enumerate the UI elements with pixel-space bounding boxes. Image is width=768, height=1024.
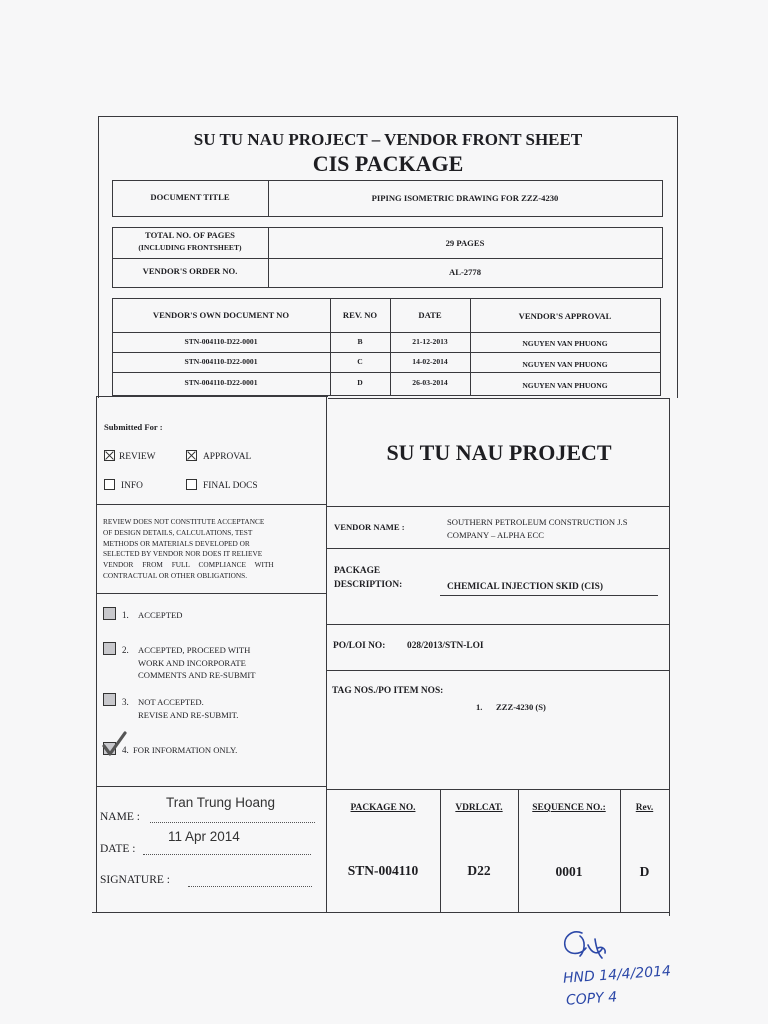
disclaimer-line: OF DESIGN DETAILS, CALCULATIONS, TEST: [103, 528, 253, 537]
package-no-header: PACKAGE NO.: [350, 803, 416, 813]
vendor-name-label: VENDOR NAME :: [334, 522, 405, 532]
status-label: NOT ACCEPTED.: [138, 697, 204, 707]
vdrl-cat-value: D22: [467, 863, 491, 878]
rev-row-revno: B: [357, 337, 363, 346]
package-description-label: DESCRIPTION:: [334, 580, 403, 590]
rev-row-approval: NGUYEN VAN PHUONG: [522, 339, 608, 348]
disclaimer-line: REVIEW DOES NOT CONSTITUTE ACCEPTANCE: [103, 517, 265, 526]
vendor-name-line1: SOUTHERN PETROLEUM CONSTRUCTION J.S: [447, 517, 628, 527]
rev-row-date: 21-12-2013: [412, 337, 448, 346]
package-label: PACKAGE: [334, 566, 381, 576]
document-title-value: PIPING ISOMETRIC DRAWING FOR ZZZ-4230: [371, 193, 559, 203]
rev-header: Rev.: [635, 803, 654, 813]
name-label: NAME :: [100, 811, 140, 823]
status-label: REVISE AND RE-SUBMIT.: [138, 710, 239, 720]
total-pages-value: 29 PAGES: [445, 238, 485, 248]
sequence-no-header: SEQUENCE NO.:: [532, 803, 606, 813]
disclaimer-line: METHODS OR MATERIALS DEVELOPED OR: [103, 539, 250, 548]
total-pages-sublabel: (INCLUDING FRONTSHEET): [138, 243, 242, 252]
rev-header-approval: VENDOR'S APPROVAL: [518, 311, 612, 321]
tag-item-value: ZZZ-4230 (S): [496, 702, 546, 712]
sheet-title: SU TU NAU PROJECT – VENDOR FRONT SHEET: [193, 130, 583, 149]
review-label: REVIEW: [119, 452, 156, 462]
info-label: INFO: [121, 481, 143, 491]
order-no-label: VENDOR'S ORDER NO.: [142, 266, 238, 276]
not-accepted-checkbox[interactable]: [103, 693, 116, 706]
accepted-proceed-checkbox[interactable]: [103, 642, 116, 655]
reviewer-name-value: Tran Trung Hoang: [166, 795, 276, 810]
vdrl-cat-header: VDRLCAT.: [455, 803, 503, 813]
status-number: 4.: [122, 745, 129, 755]
sequence-no-value: 0001: [555, 864, 583, 879]
tag-nos-label: TAG NOS./PO ITEM NOS:: [332, 686, 444, 696]
rev-header-docno: VENDOR'S OWN DOCUMENT NO: [152, 310, 290, 320]
final-docs-label: FINAL DOCS: [203, 481, 258, 491]
date-label: DATE :: [100, 843, 136, 855]
document-title-label: DOCUMENT TITLE: [150, 192, 230, 202]
rev-row-date: 26-03-2014: [412, 378, 448, 387]
status-number: 2.: [122, 645, 129, 655]
rev-header-date: DATE: [418, 310, 442, 320]
rev-row-revno: D: [357, 378, 363, 387]
rev-row-approval: NGUYEN VAN PHUONG: [522, 360, 608, 369]
rev-row-revno: C: [357, 357, 363, 366]
submitted-for-label: Submitted For :: [104, 422, 163, 432]
accepted-checkbox[interactable]: [103, 607, 116, 620]
status-label: WORK AND INCORPORATE: [138, 658, 246, 668]
approval-checkbox[interactable]: [186, 450, 197, 461]
rev-header-revno: REV. NO: [342, 310, 378, 320]
disclaimer-line: CONTRACTUAL OR OTHER OBLIGATIONS.: [103, 571, 248, 580]
poloi-label: PO/LOI NO:: [333, 641, 386, 651]
initials-signature: [558, 924, 610, 966]
final-docs-checkbox[interactable]: [186, 479, 197, 490]
disclaimer-line: VENDOR FROM FULL COMPLIANCE WITH: [103, 560, 274, 569]
rev-row-docno: STN-004110-D22-0001: [184, 357, 258, 366]
status-label: COMMENTS AND RE-SUBMIT: [138, 670, 256, 680]
project-name: SU TU NAU PROJECT: [386, 440, 612, 465]
disclaimer-line: SELECTED BY VENDOR NOR DOES IT RELIEVE: [103, 549, 263, 558]
status-label: ACCEPTED, PROCEED WITH: [138, 645, 251, 655]
order-no-value: AL-2778: [449, 267, 481, 277]
poloi-value: 028/2013/STN-LOI: [407, 641, 484, 651]
package-no-value: STN-004110: [347, 863, 419, 878]
status-label: FOR INFORMATION ONLY.: [133, 745, 238, 755]
vendor-name-line2: COMPANY – ALPHA ECC: [447, 530, 545, 540]
status-label: ACCEPTED: [138, 610, 183, 620]
rev-value: D: [639, 864, 650, 879]
rev-row-approval: NGUYEN VAN PHUONG: [522, 381, 608, 390]
approval-label: APPROVAL: [203, 452, 252, 462]
handwritten-note-line2: COPY 4: [565, 989, 618, 1009]
rev-row-docno: STN-004110-D22-0001: [184, 337, 258, 346]
review-checkbox[interactable]: [104, 450, 115, 461]
info-checkbox[interactable]: [104, 479, 115, 490]
tag-item-number: 1.: [476, 702, 483, 712]
package-description-value: CHEMICAL INJECTION SKID (CIS): [447, 582, 604, 592]
review-date-value: 11 Apr 2014: [168, 829, 240, 844]
status-number: 3.: [122, 697, 129, 707]
rev-row-date: 14-02-2014: [412, 357, 448, 366]
handwritten-note-line1: HND 14/4/2014: [562, 963, 672, 987]
sheet-subtitle: CIS PACKAGE: [312, 151, 464, 176]
rev-row-docno: STN-004110-D22-0001: [184, 378, 258, 387]
status-number: 1.: [122, 610, 129, 620]
signature-label: SIGNATURE :: [100, 874, 170, 886]
total-pages-label: TOTAL NO. OF PAGES: [145, 230, 235, 240]
